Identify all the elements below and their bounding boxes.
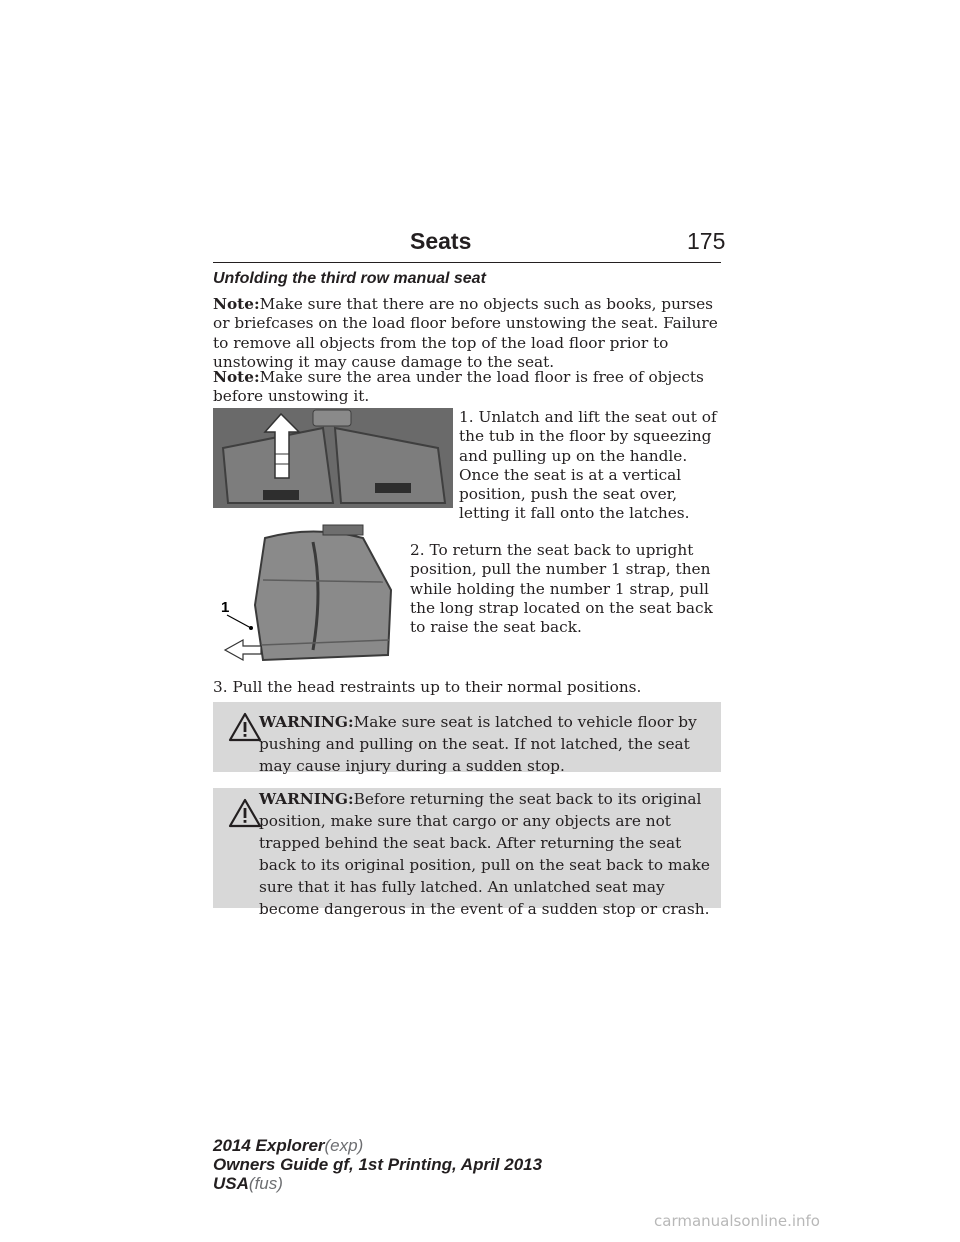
warning-label: WARNING: bbox=[259, 713, 354, 731]
section-title: Unfolding the third row manual seat bbox=[213, 270, 486, 287]
note-1 bbox=[213, 295, 723, 372]
footer-market: USA bbox=[213, 1174, 249, 1193]
footer-edition: Owners Guide gf, 1st Printing, April 2013 bbox=[213, 1155, 543, 1174]
footer-market-code: (fus) bbox=[248, 1174, 283, 1193]
footer bbox=[213, 1136, 542, 1193]
note-2 bbox=[213, 368, 723, 407]
warning-box bbox=[213, 788, 721, 918]
watermark: carmanualsonline.info bbox=[654, 1212, 820, 1230]
warning-label: WARNING: bbox=[259, 790, 354, 808]
warning-box bbox=[213, 702, 721, 775]
page-number: 175 bbox=[687, 228, 726, 254]
step-2: 2. To return the seat back to upright position, pull the number 1 strap, then while holding the number 1 strap, pull the long strap located on the seat back to raise the seat back. bbox=[410, 541, 713, 637]
warning-triangle-icon bbox=[228, 798, 262, 828]
warning-triangle-icon bbox=[228, 712, 262, 742]
footer-model-code: (exp) bbox=[324, 1136, 364, 1155]
step-1: 1. Unlatch and lift the seat out of the tub in the floor by squeezing and pulling up on the handle. Once the seat is at a vertical position, push the seat over, letting it fall onto the latches. bbox=[459, 408, 717, 523]
note-text: Make sure that there are no objects such as books, purses or briefcases on the load floor before unstowing the seat. Failure to remove all objects from the top of the load floor prior to unstowing it may cause damage to the seat. bbox=[213, 295, 718, 371]
warning-text bbox=[259, 711, 717, 777]
header-rule bbox=[213, 262, 721, 263]
seat-back-figure bbox=[213, 520, 409, 664]
note-label: Note: bbox=[213, 295, 260, 313]
pull-arrow-icon bbox=[225, 640, 261, 660]
warning-body: Before returning the seat back to its original position, make sure that cargo or any objects are not trapped behind the seat back. After returning the seat back to its original position, pull on the seat back to make sure that it has fully latched. An unlatched seat may become dangerous in the event of a sudden stop or crash. bbox=[259, 790, 710, 918]
footer-model: 2014 Explorer bbox=[213, 1136, 325, 1155]
warning-text bbox=[259, 788, 717, 920]
page-title: Seats bbox=[410, 228, 472, 254]
step-3: 3. Pull the head restraints up to their normal positions. bbox=[213, 678, 642, 696]
warning-body: Make sure seat is latched to vehicle floor by pushing and pulling on the seat. If not latched, the seat may cause injury during a sudden stop. bbox=[259, 713, 697, 775]
callout-label: 1 bbox=[221, 599, 230, 616]
load-floor-figure bbox=[213, 408, 453, 508]
note-label: Note: bbox=[213, 368, 260, 386]
note-text: Make sure the area under the load floor is free of objects before unstowing it. bbox=[213, 368, 704, 406]
